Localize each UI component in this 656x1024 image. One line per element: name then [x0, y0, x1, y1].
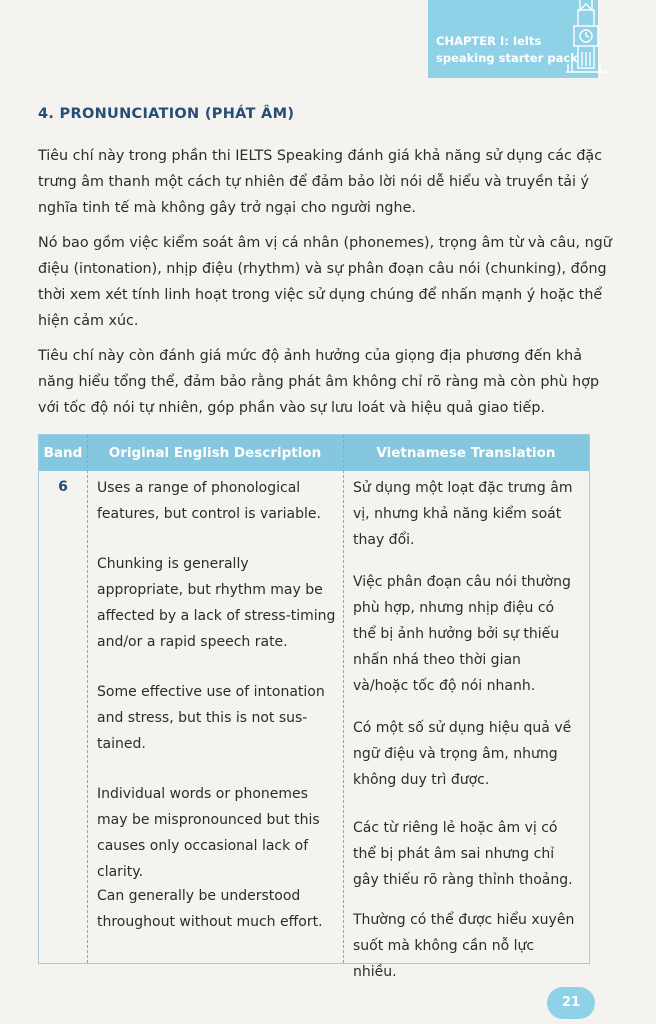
header-vietnamese: Vietnamese Translation [376, 445, 556, 461]
table-header-row [39, 435, 589, 471]
chapter-title-line-2: speaking starter pack [436, 51, 578, 65]
section-paragraph-1: Tiêu chí này trong phần thi IELTS Speaking đánh giá khả năng sử dụng các đặc trưng âm thanh một cách tự nhiên để đảm bảo lời nói dễ hiểu và truyền tải ý nghĩa tinh tế mà không gây trở ngại cho người nghe. [38, 148, 603, 216]
section-paragraph-2: Nó bao gồm việc kiểm soát âm vị cá nhân (phonemes), trọng âm từ và câu, ngữ điệu (intonation), nhịp điệu (rhythm) và sự phân đoạn câu nói (chunking), đồng thời xem xét tính linh hoạt trong việc sử dụng chúng để nhấn mạnh ý hoặc thể hiện cảm xúc. [38, 235, 612, 329]
vietnamese-descriptor-1: Sử dụng một loạt đặc trưng âm vị, nhưng khả năng kiểm soát thay đổi. [353, 480, 573, 548]
column-divider [343, 435, 344, 963]
chapter-title-line-1: CHAPTER I: Ielts [436, 34, 542, 48]
page-number: 21 [547, 987, 595, 1019]
vietnamese-descriptor-4: Các từ riêng lẻ hoặc âm vị có thể bị phát âm sai nhưng chỉ gây thiếu rõ ràng thỉnh thoảng. [353, 820, 573, 888]
section-paragraph-3: Tiêu chí này còn đánh giá mức độ ảnh hưởng của giọng địa phương đến khả năng hiểu tổng thể, đảm bảo rằng phát âm không chỉ rõ ràng mà còn phù hợp với tốc độ nói tự nhiên, góp phần vào sự lưu loát và hiệu quả giao tiếp. [38, 348, 600, 416]
vietnamese-descriptor-2: Việc phân đoạn câu nói thường phù hợp, nhưng nhịp điệu có thể bị ảnh hưởng bởi sự thiếu nhấn nhá theo thời gian và/hoặc tốc độ nói nhanh. [353, 574, 571, 694]
header-english: Original English Description [108, 445, 322, 461]
english-descriptor-5: Can generally be understood throughout without much effort. [97, 888, 323, 930]
english-descriptor-4: Individual words or phonemes may be mispronounced but this causes only occasional lack of clarity. [97, 786, 320, 880]
english-descriptor-1: Uses a range of phonological features, but control is variable. [97, 480, 321, 522]
vietnamese-descriptor-3: Có một số sử dụng hiệu quả về ngữ điệu và trọng âm, nhưng không duy trì được. [353, 720, 572, 788]
column-divider [87, 435, 88, 963]
english-descriptor-2: Chunking is generally appropriate, but rhythm may be affected by a lack of stress-timing and/or a rapid speech rate. [97, 556, 336, 650]
english-descriptor-3: Some effective use of intonation and stress, but this is not sus-tained. [97, 684, 325, 752]
section-heading: 4. PRONUNCIATION (PHÁT ÂM) [38, 106, 295, 122]
band-score: 6 [58, 479, 68, 495]
vietnamese-descriptor-5: Thường có thể được hiểu xuyên suốt mà không cần nỗ lực nhiều. [353, 912, 575, 980]
big-ben-tower-icon [566, 0, 606, 82]
chapter-title [436, 33, 586, 67]
band-descriptor-table [38, 434, 590, 980]
header-band: Band [43, 445, 83, 461]
